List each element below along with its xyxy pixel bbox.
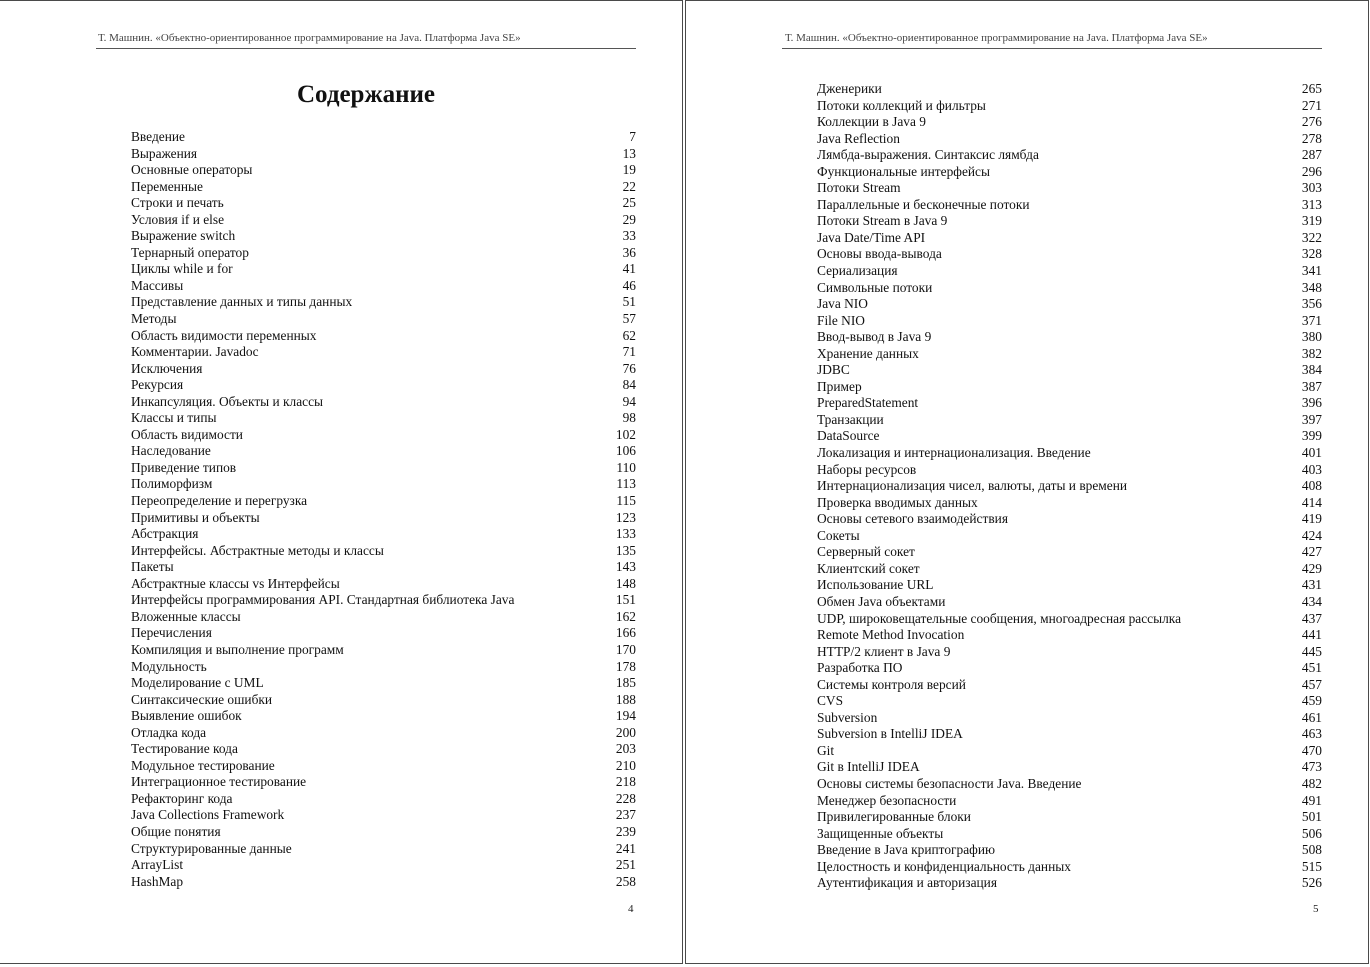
toc-entry-page: 7 (629, 129, 636, 144)
toc-entry-title: Наборы ресурсов (817, 461, 917, 477)
toc-entry[interactable] (817, 230, 1322, 247)
toc-entry-page: 276 (1301, 114, 1322, 130)
toc-entry-page: 19 (622, 162, 636, 178)
toc-entry[interactable] (131, 179, 636, 196)
toc-entry-page: 451 (1301, 660, 1322, 676)
toc-entry-title: Интеграционное тестирование (131, 774, 307, 790)
toc-entry-page: 188 (615, 691, 636, 707)
toc-entry-title: Тестирование кода (131, 741, 238, 757)
toc-entry-page: 71 (622, 344, 636, 360)
toc-entry[interactable] (131, 146, 636, 163)
toc-entry[interactable] (131, 824, 636, 841)
toc-entry-title: Синтаксические ошибки (131, 691, 273, 707)
toc-entry[interactable] (131, 592, 636, 609)
toc-entry[interactable] (817, 644, 1322, 661)
toc-entry-title: Переопределение и перегрузка (131, 493, 308, 509)
toc-entry[interactable] (131, 443, 636, 460)
toc-entry-title: Моделирование с UML (131, 675, 264, 691)
toc-entry-title: Модульность (131, 658, 207, 674)
toc-entry-page: 501 (1301, 809, 1322, 825)
toc-entry-page: 76 (622, 360, 636, 376)
toc-entry-page: 508 (1301, 842, 1322, 858)
toc-entry[interactable] (817, 776, 1322, 793)
toc-entry-page: 13 (622, 145, 636, 161)
toc-entry-title: Интерфейсы программирования API. Стандартная библиотека Java (131, 592, 515, 608)
toc-entry[interactable] (817, 462, 1322, 479)
toc-entry[interactable] (817, 164, 1322, 181)
toc-entry-page: 437 (1301, 610, 1322, 626)
toc-entry-title: PreparedStatement (817, 395, 919, 411)
toc-entry[interactable] (131, 245, 636, 262)
toc-entry-title: Классы и типы (131, 410, 217, 426)
toc-entry[interactable] (131, 394, 636, 411)
toc-entry[interactable] (817, 478, 1322, 495)
toc-entry-title: Область видимости (131, 426, 243, 442)
toc-entry[interactable] (131, 774, 636, 791)
toc-entry-page: 408 (1301, 478, 1322, 494)
toc-entry-page: 328 (1301, 246, 1322, 262)
toc-entry-title: Системы контроля версий (817, 676, 966, 692)
toc-entry[interactable] (131, 791, 636, 808)
toc-entry-page: 84 (622, 377, 636, 393)
toc-entry-title: Привилегированные блоки (817, 809, 971, 825)
toc-entry-page: 143 (615, 559, 636, 575)
toc-entry[interactable] (131, 162, 636, 179)
toc-entry-title: Git в IntelliJ IDEA (817, 759, 920, 775)
toc-entry[interactable] (817, 379, 1322, 396)
toc-entry[interactable] (817, 511, 1322, 528)
toc-entry[interactable] (131, 361, 636, 378)
toc-entry[interactable] (131, 692, 636, 709)
toc-entry-page: 348 (1301, 279, 1322, 295)
toc-entry-title: Строки и печать (131, 195, 224, 211)
toc-entry-page: 29 (622, 211, 636, 227)
toc-entry-title: Примитивы и объекты (131, 509, 260, 525)
toc-entry-title: Лямбда-выражения. Синтаксис лямбда (817, 147, 1039, 163)
toc-entry[interactable] (131, 609, 636, 626)
toc-entry-page: 98 (622, 410, 636, 426)
toc-entry-title: Пример (817, 378, 862, 394)
toc-entry-page: 210 (615, 757, 636, 773)
toc-entry-page: 123 (615, 509, 636, 525)
toc-entry[interactable] (131, 278, 636, 295)
toc-entry-page: 319 (1301, 213, 1322, 229)
toc-entry[interactable] (817, 263, 1322, 280)
toc-entry-page: 384 (1301, 362, 1322, 378)
toc-entry[interactable] (131, 642, 636, 659)
toc-entry[interactable] (817, 346, 1322, 363)
toc-entry-title: Java NIO (817, 296, 868, 312)
toc-entry-page: 419 (1301, 511, 1322, 527)
toc-entry[interactable] (131, 311, 636, 328)
toc-entry-page: 110 (616, 459, 636, 475)
toc-entry-title: Транзакции (817, 411, 884, 427)
toc-entry[interactable] (817, 611, 1322, 628)
toc-entry-title: Коллекции в Java 9 (817, 114, 926, 130)
toc-entry[interactable] (131, 526, 636, 543)
toc-entry[interactable] (131, 857, 636, 874)
toc-entry[interactable] (131, 427, 636, 444)
toc-entry-page: 151 (615, 592, 636, 608)
toc-entry-page: 113 (616, 476, 636, 492)
toc-entry[interactable] (131, 807, 636, 824)
toc-entry-title: Символьные потоки (817, 279, 933, 295)
toc-entry[interactable] (131, 328, 636, 345)
toc-entry-page: 397 (1301, 411, 1322, 427)
toc-entry-title: Структурированные данные (131, 840, 292, 856)
toc-entry-page: 115 (616, 493, 636, 509)
toc-entry[interactable] (817, 826, 1322, 843)
toc-entry-title: Локализация и интернационализация. Введение (817, 445, 1091, 461)
toc-entry-page: 396 (1301, 395, 1322, 411)
toc-entry-title: Тернарный оператор (131, 244, 249, 260)
toc-entry-title: Абстракция (131, 526, 199, 542)
toc-entry-page: 278 (1301, 130, 1322, 146)
toc-entry-page: 106 (615, 443, 636, 459)
toc-entry-page: 258 (615, 873, 636, 889)
toc-entry-title: Java Collections Framework (131, 807, 285, 823)
toc-entry[interactable] (817, 710, 1322, 727)
toc-entry-title: Рефакторинг кода (131, 790, 233, 806)
toc-entry-title: Полиморфизм (131, 476, 213, 492)
toc-entry-page: 203 (615, 741, 636, 757)
toc-entry-page: 41 (622, 261, 636, 277)
toc-entry-page: 62 (622, 327, 636, 343)
toc-entry-page: 491 (1301, 792, 1322, 808)
toc-entry-title: Разработка ПО (817, 660, 903, 676)
toc-entry-title: Сокеты (817, 527, 860, 543)
page-right (685, 0, 1369, 964)
toc-entry-page: 133 (615, 526, 636, 542)
toc-entry-page: 434 (1301, 593, 1322, 609)
toc-entry-title: Потоки Stream (817, 180, 901, 196)
toc-entry-page: 25 (622, 195, 636, 211)
toc-entry-page: 239 (615, 823, 636, 839)
toc-entry[interactable] (131, 344, 636, 361)
toc-entry-title: Приведение типов (131, 459, 237, 475)
toc-entry-page: 46 (622, 277, 636, 293)
toc-entry-page: 135 (615, 542, 636, 558)
toc-entry[interactable] (817, 313, 1322, 330)
toc-entry-page: 194 (615, 708, 636, 724)
toc-entry[interactable] (131, 129, 636, 146)
toc-entry-page: 33 (622, 228, 636, 244)
toc-entry-page: 148 (615, 575, 636, 591)
toc-entry[interactable] (131, 725, 636, 742)
toc-entry[interactable] (817, 759, 1322, 776)
toc-entry[interactable] (817, 114, 1322, 131)
toc-entry-page: 185 (615, 675, 636, 691)
toc-entry-title: Использование URL (817, 577, 934, 593)
toc-entry-title: Исключения (131, 360, 203, 376)
toc-entry-title: Целостность и конфиденциальность данных (817, 858, 1071, 874)
toc-entry[interactable] (817, 594, 1322, 611)
toc-entry-title: Потоки коллекций и фильтры (817, 97, 986, 113)
toc-entry-page: 322 (1301, 229, 1322, 245)
toc-entry[interactable] (131, 261, 636, 278)
toc-entry-title: Основные операторы (131, 162, 253, 178)
toc-entry-title: Инкапсуляция. Объекты и классы (131, 393, 324, 409)
toc-entry[interactable] (131, 675, 636, 692)
toc-entry[interactable] (131, 195, 636, 212)
toc-entry[interactable] (817, 809, 1322, 826)
toc-entry-page: 296 (1301, 163, 1322, 179)
toc-entry[interactable] (131, 410, 636, 427)
toc-entry-page: 457 (1301, 676, 1322, 692)
toc-entry[interactable] (817, 793, 1322, 810)
toc-entry-page: 57 (622, 311, 636, 327)
toc-entry-title: Отладка кода (131, 724, 207, 740)
toc-list (817, 81, 1322, 892)
toc-entry[interactable] (817, 577, 1322, 594)
toc-entry-title: Модульное тестирование (131, 757, 275, 773)
toc-entry-page: 463 (1301, 726, 1322, 742)
toc-entry-page: 414 (1301, 494, 1322, 510)
toc-entry[interactable] (131, 493, 636, 510)
toc-entry-title: Менеджер безопасности (817, 792, 957, 808)
toc-entry[interactable] (817, 495, 1322, 512)
toc-entry[interactable] (817, 280, 1322, 297)
toc-entry-page: 313 (1301, 196, 1322, 212)
toc-entry[interactable] (817, 246, 1322, 263)
toc-entry[interactable] (131, 543, 636, 560)
running-header: Т. Машнин. «Объектно-ориентированное программирование на Java. Платформа Java SE» (785, 32, 1208, 44)
toc-entry-title: Комментарии. Javadoc (131, 344, 259, 360)
page-number: 5 (1313, 903, 1319, 915)
toc-entry-title: Параллельные и бесконечные потоки (817, 196, 1030, 212)
toc-entry-title: Введение в Java криптографию (817, 842, 996, 858)
toc-entry-page: 170 (615, 641, 636, 657)
toc-entry-title: Защищенные объекты (817, 825, 944, 841)
toc-entry-page: 461 (1301, 709, 1322, 725)
toc-entry-page: 387 (1301, 378, 1322, 394)
toc-entry[interactable] (817, 445, 1322, 462)
toc-entry[interactable] (817, 296, 1322, 313)
toc-entry-page: 399 (1301, 428, 1322, 444)
toc-entry-page: 431 (1301, 577, 1322, 593)
toc-entry[interactable] (131, 841, 636, 858)
toc-entry[interactable] (131, 625, 636, 642)
toc-list (131, 129, 636, 890)
toc-entry[interactable] (817, 98, 1322, 115)
toc-entry-page: 482 (1301, 775, 1322, 791)
toc-entry-page: 427 (1301, 544, 1322, 560)
toc-entry-title: Серверный сокет (817, 544, 915, 560)
toc-entry-page: 506 (1301, 825, 1322, 841)
toc-entry-title: Перечисления (131, 625, 212, 641)
toc-entry-title: Subversion (817, 709, 878, 725)
toc-entry-title: Пакеты (131, 559, 174, 575)
toc-entry-title: DataSource (817, 428, 880, 444)
toc-entry[interactable] (817, 660, 1322, 677)
toc-entry-page: 102 (615, 426, 636, 442)
toc-entry[interactable] (131, 758, 636, 775)
toc-entry[interactable] (817, 362, 1322, 379)
toc-entry[interactable] (817, 147, 1322, 164)
toc-entry-page: 356 (1301, 296, 1322, 312)
toc-entry-page: 403 (1301, 461, 1322, 477)
toc-entry-page: 445 (1301, 643, 1322, 659)
toc-entry[interactable] (817, 726, 1322, 743)
toc-entry-page: 380 (1301, 329, 1322, 345)
toc-entry[interactable] (131, 576, 636, 593)
toc-entry-page: 178 (615, 658, 636, 674)
toc-entry-title: Хранение данных (817, 345, 919, 361)
toc-entry[interactable] (131, 460, 636, 477)
header-rule (96, 48, 636, 49)
toc-entry-page: 287 (1301, 147, 1322, 163)
toc-entry-page: 51 (622, 294, 636, 310)
toc-entry-title: Абстрактные классы vs Интерфейсы (131, 575, 340, 591)
toc-entry-page: 473 (1301, 759, 1322, 775)
toc-entry-title: Массивы (131, 277, 184, 293)
page-number: 4 (628, 903, 634, 915)
toc-entry-page: 200 (615, 724, 636, 740)
toc-entry[interactable] (817, 329, 1322, 346)
toc-entry[interactable] (817, 743, 1322, 760)
toc-entry-title: Аутентификация и авторизация (817, 875, 998, 891)
toc-entry[interactable] (131, 708, 636, 725)
toc-entry-page: 36 (622, 244, 636, 260)
toc-entry-title: Ввод-вывод в Java 9 (817, 329, 932, 345)
toc-entry[interactable] (817, 131, 1322, 148)
toc-entry[interactable] (817, 842, 1322, 859)
toc-entry-title: Git (817, 742, 835, 758)
toc-entry-title: Дженерики (817, 81, 882, 96)
toc-entry-title: Основы ввода-вывода (817, 246, 942, 262)
toc-entry-title: Рекурсия (131, 377, 184, 393)
toc-entry[interactable] (131, 510, 636, 527)
toc-entry-page: 22 (622, 178, 636, 194)
toc-entry-title: Выражение switch (131, 228, 236, 244)
toc-entry[interactable] (131, 476, 636, 493)
toc-entry[interactable] (131, 741, 636, 758)
toc-entry-title: Выражения (131, 145, 198, 161)
toc-entry[interactable] (131, 659, 636, 676)
toc-entry-page: 382 (1301, 345, 1322, 361)
toc-entry[interactable] (817, 81, 1322, 98)
toc-entry-title: Методы (131, 311, 177, 327)
toc-entry-title: Потоки Stream в Java 9 (817, 213, 948, 229)
toc-entry[interactable] (817, 428, 1322, 445)
toc-entry[interactable] (131, 228, 636, 245)
header-rule (782, 48, 1322, 49)
toc-entry-page: 237 (615, 807, 636, 823)
toc-entry-title: HashMap (131, 873, 184, 889)
toc-entry-page: 265 (1301, 81, 1322, 96)
toc-entry-title: Проверка вводимых данных (817, 494, 978, 510)
toc-entry[interactable] (817, 197, 1322, 214)
toc-entry-title: Интерфейсы. Абстрактные методы и классы (131, 542, 384, 558)
toc-entry[interactable] (817, 544, 1322, 561)
toc-entry-title: Java Date/Time API (817, 229, 926, 245)
toc-entry-title: Основы сетевого взаимодействия (817, 511, 1008, 527)
toc-entry-title: JDBC (817, 362, 850, 378)
toc-entry-title: Общие понятия (131, 823, 221, 839)
running-header: Т. Машнин. «Объектно-ориентированное программирование на Java. Платформа Java SE» (98, 32, 521, 44)
toc-entry-page: 341 (1301, 263, 1322, 279)
toc-entry-page: 162 (615, 608, 636, 624)
toc-entry-page: 218 (615, 774, 636, 790)
toc-entry-page: 429 (1301, 560, 1322, 576)
toc-entry[interactable] (817, 859, 1322, 876)
page-left (0, 0, 683, 964)
toc-entry[interactable] (131, 377, 636, 394)
toc-entry-title: Сериализация (817, 263, 898, 279)
toc-entry[interactable] (817, 528, 1322, 545)
toc-entry-page: 271 (1301, 97, 1322, 113)
toc-entry-title: CVS (817, 693, 844, 709)
toc-entry-title: ArrayList (131, 857, 184, 873)
toc-entry-title: Функциональные интерфейсы (817, 163, 990, 179)
toc-entry-title: Компиляция и выполнение программ (131, 641, 344, 657)
toc-entry-page: 470 (1301, 742, 1322, 758)
toc-entry-title: HTTP/2 клиент в Java 9 (817, 643, 951, 659)
toc-entry[interactable] (817, 561, 1322, 578)
toc-entry[interactable] (817, 180, 1322, 197)
toc-entry-title: Наследование (131, 443, 211, 459)
toc-entry-page: 303 (1301, 180, 1322, 196)
toc-entry-title: Представление данных и типы данных (131, 294, 353, 310)
toc-entry-title: Клиентский сокет (817, 560, 920, 576)
toc-entry[interactable] (131, 294, 636, 311)
toc-entry-title: Subversion в IntelliJ IDEA (817, 726, 963, 742)
toc-entry-title: Remote Method Invocation (817, 627, 965, 643)
toc-entry[interactable] (131, 212, 636, 229)
toc-entry[interactable] (817, 627, 1322, 644)
toc-entry[interactable] (817, 412, 1322, 429)
toc-entry-title: File NIO (817, 312, 865, 328)
toc-entry-title: UDP, широковещательные сообщения, многоадресная рассылка (817, 610, 1182, 626)
toc-entry-title: Вложенные классы (131, 608, 241, 624)
toc-entry-title: Обмен Java объектами (817, 593, 946, 609)
page-title: Содержание (296, 81, 435, 108)
toc-entry-title: Выявление ошибок (131, 708, 242, 724)
toc-entry-page: 526 (1301, 875, 1322, 891)
toc-entry-page: 441 (1301, 627, 1322, 643)
toc-entry-title: Введение (131, 129, 185, 144)
toc-entry-title: Циклы while и for (131, 261, 233, 277)
toc-entry-title: Условия if и else (131, 211, 225, 227)
toc-entry-page: 459 (1301, 693, 1322, 709)
toc-entry-title: Переменные (131, 178, 203, 194)
toc-entry-page: 401 (1301, 445, 1322, 461)
toc-entry[interactable] (131, 559, 636, 576)
toc-entry[interactable] (817, 875, 1322, 892)
toc-entry[interactable] (817, 693, 1322, 710)
toc-entry-page: 251 (615, 857, 636, 873)
toc-entry-page: 166 (615, 625, 636, 641)
toc-entry-page: 371 (1301, 312, 1322, 328)
toc-entry-page: 424 (1301, 527, 1322, 543)
toc-entry[interactable] (131, 874, 636, 891)
toc-entry-title: Область видимости переменных (131, 327, 317, 343)
toc-entry-title: Основы системы безопасности Java. Введение (817, 775, 1082, 791)
toc-entry[interactable] (817, 677, 1322, 694)
toc-entry-page: 241 (615, 840, 636, 856)
toc-entry-page: 94 (622, 393, 636, 409)
toc-entry-title: Java Reflection (817, 130, 900, 146)
toc-entry-title: Интернационализация чисел, валюты, даты и времени (817, 478, 1128, 494)
toc-entry[interactable] (817, 213, 1322, 230)
toc-entry[interactable] (817, 395, 1322, 412)
toc-entry-page: 228 (615, 790, 636, 806)
toc-entry-page: 515 (1301, 858, 1322, 874)
